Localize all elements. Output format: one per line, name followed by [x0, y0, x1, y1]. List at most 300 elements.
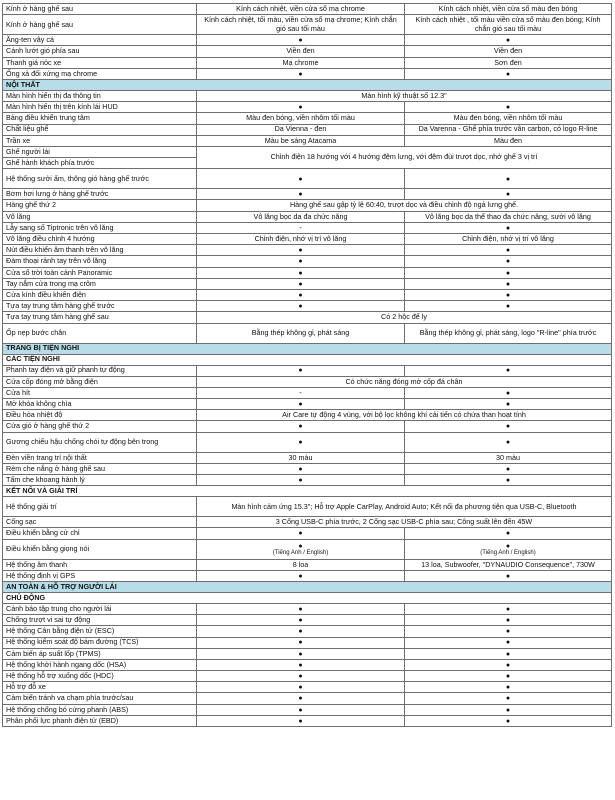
variant-1-value-cell	[197, 463, 405, 474]
variant-1-value-cell	[197, 365, 405, 376]
spec-row	[3, 399, 612, 410]
equipped-dot-icon: ●	[298, 661, 303, 669]
spec-row	[3, 570, 612, 581]
spec-row	[3, 4, 612, 15]
variant-1-value-cell	[197, 278, 405, 289]
spec-row	[3, 256, 612, 267]
value-text: 30 màu	[496, 452, 520, 462]
value-text: Màu be sáng Atacama	[264, 135, 337, 145]
equipped-dot-icon: ●	[505, 542, 511, 550]
variant-1-value-cell	[197, 113, 405, 124]
variant-1-value-cell	[197, 135, 405, 146]
feature-label-dieu-khien-bang-cu-chi: Điều khiển bằng cử chỉ	[3, 528, 197, 539]
equipped-dot-icon: ●	[505, 423, 511, 431]
section-header-row	[3, 581, 612, 592]
spec-row	[3, 704, 612, 715]
equipped-dot-icon: ●	[298, 572, 303, 580]
variant-1-value-cell	[197, 256, 405, 267]
variant-1-value-cell	[197, 57, 405, 68]
feature-label-thanh-gia-noc-xe: Thanh giá nóc xe	[3, 57, 197, 68]
variant-1-value-cell	[197, 124, 405, 135]
feature-label-ang-ten-vay-ca: Ăng-ten vây cá	[3, 35, 197, 46]
value-text: 13 loa, Subwoofer, "DYNAUDIO Consequence", 730W	[421, 559, 595, 569]
equipped-dot-icon: ●	[505, 605, 511, 613]
value-text: Chỉnh điện, nhớ vị trí vô lăng	[254, 233, 347, 243]
section-title-trang-bi-tien-nghi: TRANG BỊ TIỆN NGHI	[3, 343, 612, 354]
variant-2-value-cell	[405, 15, 612, 35]
variant-1-value-cell	[197, 189, 405, 200]
spec-row	[3, 421, 612, 432]
feature-label-dieu-khien-bang-giong-noi: Điều khiển bằng giọng nói	[3, 539, 197, 559]
variant-1-value-cell	[197, 222, 405, 233]
variant-1-value-cell	[197, 234, 405, 245]
shared-value-cell: Màn hình kỹ thuật số 12.3"	[197, 90, 612, 101]
equipped-dot-icon: ●	[298, 542, 303, 550]
equipped-dot-icon: ●	[505, 175, 511, 183]
equipped-dot-icon: ●	[298, 650, 303, 658]
shared-value-cell: Hàng ghế sau gập tỷ lệ 60:40, trượt dọc và điều chỉnh độ ngả lưng ghế.	[197, 200, 612, 211]
variant-1-value-cell	[197, 15, 405, 35]
feature-label-cong-sac: Cổng sạc	[3, 517, 197, 528]
equipped-dot-icon: ●	[505, 258, 511, 266]
variant-1-value-cell	[197, 559, 405, 570]
feature-label-nut-dieu-khien-am-thanh-tren-vo-lang: Nút điều khiển âm thanh trên vô lăng	[3, 245, 197, 256]
equipped-dot-icon: ●	[298, 605, 303, 613]
subsection-header-row	[3, 486, 612, 497]
not-equipped-dash: -	[299, 387, 302, 397]
value-text: Chỉnh điện, nhớ vị trí vô lăng	[462, 233, 554, 243]
variant-2-value-cell	[405, 4, 612, 15]
variant-2-value-cell	[405, 659, 612, 670]
feature-label-dieu-hoa-nhiet-do: Điều hòa nhiệt độ	[3, 410, 197, 421]
equipped-dot-icon: ●	[298, 401, 303, 409]
value-text: 8 loa	[292, 559, 309, 569]
equipped-dot-icon: ●	[505, 650, 511, 658]
variant-2-value-cell	[405, 365, 612, 376]
value-text: Màu đen bóng, viền nhôm tối màu	[453, 113, 563, 123]
equipped-dot-icon: ●	[505, 465, 511, 473]
variant-1-value-cell	[197, 452, 405, 463]
feature-label-ghe-nguoi-lai: Ghế người lái	[3, 146, 197, 157]
spec-row	[3, 659, 612, 670]
variant-1-value-cell	[197, 539, 405, 559]
feature-label-man-hinh-hien-thi-tren-kinh-lai-hud: Màn hình hiển thị trên kính lái HUD	[3, 102, 197, 113]
equipped-dot-icon: ●	[298, 673, 303, 681]
value-text: Vô lăng bọc da đa chức năng	[253, 211, 348, 221]
section-header-row	[3, 343, 612, 354]
equipped-dot-icon: ●	[298, 37, 303, 45]
feature-label-dam-thoai-ranh-tay-tren-vo-lang: Đàm thoại rảnh tay trên vô lăng	[3, 256, 197, 267]
section-header-row	[3, 79, 612, 90]
spec-row	[3, 671, 612, 682]
equipped-dot-icon: ●	[505, 673, 511, 681]
variant-2-value-cell	[405, 452, 612, 463]
feature-label-cua-hit: Cửa hít	[3, 387, 197, 398]
variant-2-value-cell	[405, 124, 612, 135]
value-text: Màu đen bóng, viền nhôm tối màu	[246, 113, 355, 123]
spec-row	[3, 102, 612, 113]
value-text: Viền đen	[286, 46, 315, 56]
equipped-dot-icon: ●	[505, 37, 511, 45]
spec-row	[3, 539, 612, 559]
equipped-dot-icon: ●	[298, 247, 303, 255]
variant-2-value-cell	[405, 222, 612, 233]
language-note: (Tiếng Anh / English)	[480, 549, 536, 556]
equipped-dot-icon: ●	[298, 438, 303, 446]
equipped-dot-icon: ●	[505, 191, 511, 199]
equipped-dot-icon: ●	[298, 367, 303, 375]
spec-row	[3, 124, 612, 135]
feature-label-cam-bien-ap-suat-lop-tpms: Cảm biến áp suất lốp (TPMS)	[3, 648, 197, 659]
variant-1-value-cell	[197, 4, 405, 15]
variant-2-value-cell	[405, 256, 612, 267]
variant-2-value-cell	[405, 245, 612, 256]
spec-row	[3, 463, 612, 474]
equipped-dot-icon: ●	[298, 706, 303, 714]
variant-1-value-cell	[197, 637, 405, 648]
equipped-dot-icon: ●	[505, 70, 511, 78]
spec-row	[3, 46, 612, 57]
feature-label-he-thong-am-thanh: Hệ thống âm thanh	[3, 559, 197, 570]
value-text: Da Varenna - Ghế phía trước vân carbon, có logo R-line	[418, 124, 598, 134]
variant-2-value-cell	[405, 648, 612, 659]
variant-1-value-cell	[197, 421, 405, 432]
feature-label-he-thong-can-bang-dien-tu-esc: Hệ thống Cân bằng điện tử (ESC)	[3, 626, 197, 637]
value-text: Bằng thép không gỉ, phát sáng	[251, 327, 350, 337]
spec-row	[3, 301, 612, 312]
variant-2-value-cell	[405, 289, 612, 300]
equipped-dot-icon: ●	[298, 280, 303, 288]
feature-label-ho-tro-do-xe: Hỗ trợ đỗ xe	[3, 682, 197, 693]
variant-1-value-cell	[197, 671, 405, 682]
feature-label-he-thong-kiem-soat-do-bam-duong-tcs: Hệ thống kiểm soát độ bám đường (TCS)	[3, 637, 197, 648]
equipped-dot-icon: ●	[298, 465, 303, 473]
spec-row	[3, 189, 612, 200]
spec-row	[3, 637, 612, 648]
spec-row	[3, 475, 612, 486]
variant-2-value-cell	[405, 301, 612, 312]
feature-label-ghe-hanh-khach-phia-truoc: Ghế hành khách phía trước	[3, 158, 197, 169]
value-text: 30 màu	[288, 452, 313, 462]
spec-row	[3, 682, 612, 693]
feature-label-phan-phoi-luc-phanh-dien-tu-ebd: Phân phối lực phanh điện tử (EBD)	[3, 715, 197, 726]
variant-1-value-cell	[197, 169, 405, 189]
equipped-dot-icon: ●	[298, 258, 303, 266]
variant-1-value-cell	[197, 289, 405, 300]
not-equipped-dash: -	[299, 222, 302, 232]
feature-label-tran-xe: Trần xe	[3, 135, 197, 146]
equipped-dot-icon: ●	[298, 191, 303, 199]
variant-1-value-cell	[197, 399, 405, 410]
spec-row	[3, 626, 612, 637]
equipped-dot-icon: ●	[505, 401, 511, 409]
equipped-dot-icon: ●	[505, 104, 511, 112]
feature-label-bang-dieu-khien-trung-tam: Bảng điều khiển trung tâm	[3, 113, 197, 124]
feature-label-ong-xa-doi-xung-ma-chrome: Ống xả đối xứng mạ chrome	[3, 68, 197, 79]
equipped-dot-icon: ●	[298, 70, 303, 78]
value-text: Viền đen	[493, 46, 523, 56]
feature-label-tam-che-khoang-hanh-ly: Tấm che khoang hành lý	[3, 475, 197, 486]
equipped-dot-icon: ●	[298, 291, 303, 299]
spec-row	[3, 222, 612, 233]
feature-label-cua-kinh-dieu-khien-dien: Cửa kính điều khiển điện	[3, 289, 197, 300]
value-text: Da Vienna - đen	[274, 124, 327, 134]
subsection-title-ket-noi-va-giai-tri: KẾT NỐI VÀ GIẢI TRÍ	[3, 486, 612, 497]
equipped-dot-icon: ●	[298, 617, 303, 625]
feature-label-vo-lang-dieu-chinh-4-huong: Vô lăng điều chỉnh 4 hướng	[3, 234, 197, 245]
variant-2-value-cell	[405, 704, 612, 715]
spec-row	[3, 146, 612, 157]
variant-2-value-cell	[405, 715, 612, 726]
variant-2-value-cell	[405, 539, 612, 559]
equipped-dot-icon: ●	[505, 367, 511, 375]
variant-1-value-cell	[197, 301, 405, 312]
equipped-dot-icon: ●	[298, 104, 303, 112]
value-text: Sơn đen	[494, 57, 522, 67]
equipped-dot-icon: ●	[505, 572, 511, 580]
variant-1-value-cell	[197, 615, 405, 626]
spec-row	[3, 365, 612, 376]
variant-2-value-cell	[405, 234, 612, 245]
feature-label-lay-sang-so-tiptronic-tren-vo-lang: Lẫy sang số Tiptronic trên vô lăng	[3, 222, 197, 233]
variant-2-value-cell	[405, 399, 612, 410]
feature-label-he-thong-chong-bo-cung-phanh-abs: Hệ thống chống bó cứng phanh (ABS)	[3, 704, 197, 715]
variant-1-value-cell	[197, 267, 405, 278]
variant-2-value-cell	[405, 671, 612, 682]
feature-label-cua-cop-dong-mo-bang-dien: Cửa cốp đóng mở bằng điện	[3, 376, 197, 387]
value-text: Bằng thép không gỉ, phát sáng, logo "R-line" phía trước	[419, 327, 597, 337]
feature-label-den-vien-trang-tri-noi-that: Đèn viền trang trí nội thất	[3, 452, 197, 463]
feature-label-he-thong-giai-tri: Hệ thống giải trí	[3, 497, 197, 517]
variant-2-value-cell	[405, 113, 612, 124]
equipped-dot-icon: ●	[298, 695, 303, 703]
variant-2-value-cell	[405, 35, 612, 46]
equipped-dot-icon: ●	[505, 303, 511, 311]
variant-1-value-cell	[197, 323, 405, 343]
feature-label-vo-lang: Vô lăng	[3, 211, 197, 222]
variant-1-value-cell	[197, 245, 405, 256]
variant-1-value-cell	[197, 626, 405, 637]
variant-2-value-cell	[405, 603, 612, 614]
spec-row	[3, 90, 612, 101]
equipped-dot-icon: ●	[298, 684, 303, 692]
shared-value-cell: Chỉnh điện 18 hướng với 4 hướng đệm lưng, với đệm đùi trượt dọc, nhớ ghế 3 vị trí	[197, 146, 612, 168]
variant-2-value-cell	[405, 559, 612, 570]
shared-value-cell: Có 2 hộc để ly	[197, 312, 612, 323]
variant-2-value-cell	[405, 169, 612, 189]
variant-2-value-cell	[405, 528, 612, 539]
variant-1-value-cell	[197, 432, 405, 452]
variant-1-value-cell	[197, 211, 405, 222]
spec-table-body	[3, 4, 612, 727]
spec-row	[3, 35, 612, 46]
spec-row	[3, 15, 612, 35]
spec-row	[3, 211, 612, 222]
equipped-dot-icon: ●	[505, 717, 511, 725]
equipped-dot-icon: ●	[505, 530, 511, 538]
variant-2-value-cell	[405, 102, 612, 113]
variant-2-value-cell	[405, 323, 612, 343]
spec-row	[3, 715, 612, 726]
variant-1-value-cell	[197, 102, 405, 113]
equipped-dot-icon: ●	[505, 706, 511, 714]
equipped-dot-icon: ●	[505, 247, 511, 255]
equipped-dot-icon: ●	[505, 661, 511, 669]
feature-label-tua-tay-trung-tam-hang-ghe-truoc: Tựa tay trung tâm hàng ghế trước	[3, 301, 197, 312]
equipped-dot-icon: ●	[298, 717, 303, 725]
spec-row	[3, 323, 612, 343]
spec-row	[3, 376, 612, 387]
equipped-dot-icon: ●	[298, 423, 303, 431]
equipped-dot-icon: ●	[505, 269, 511, 277]
equipped-dot-icon: ●	[298, 476, 303, 484]
variant-2-value-cell	[405, 68, 612, 79]
value-text: Kính cách nhiệt, viền cửa sổ mạ chrome	[236, 3, 365, 13]
feature-label-he-thong-suoi-am-thong-gio-hang-ghe-truo: Hệ thống sưởi ấm, thông gió hàng ghế trước	[3, 169, 197, 189]
spec-row	[3, 432, 612, 452]
variant-1-value-cell	[197, 659, 405, 670]
variant-2-value-cell	[405, 432, 612, 452]
subsection-title-chu-dong: CHỦ ĐỘNG	[3, 592, 612, 603]
equipped-dot-icon: ●	[505, 476, 511, 484]
section-title-an-toan-ho-tro-nguoi-lai: AN TOÀN & HỖ TRỢ NGƯỜI LÁI	[3, 581, 612, 592]
variant-2-value-cell	[405, 421, 612, 432]
equipped-dot-icon: ●	[505, 639, 511, 647]
variant-2-value-cell	[405, 211, 612, 222]
feature-label-chong-truot-vi-sai-tu-dong: Chống trượt vi sai tự động	[3, 615, 197, 626]
equipped-dot-icon: ●	[298, 628, 303, 636]
spec-row	[3, 603, 612, 614]
spec-row	[3, 200, 612, 211]
section-title-noi-that: NỘI THẤT	[3, 79, 612, 90]
spec-row	[3, 497, 612, 517]
equipped-dot-icon: ●	[505, 438, 511, 446]
variant-2-value-cell	[405, 682, 612, 693]
spec-row	[3, 387, 612, 398]
spec-row	[3, 278, 612, 289]
variant-1-value-cell	[197, 570, 405, 581]
variant-2-value-cell	[405, 626, 612, 637]
variant-1-value-cell	[197, 693, 405, 704]
spec-row	[3, 169, 612, 189]
spec-row	[3, 517, 612, 528]
variant-2-value-cell	[405, 189, 612, 200]
feature-label-rem-che-nang-o-hang-ghe-sau: Rèm che nắng ở hàng ghế sau	[3, 463, 197, 474]
spec-row	[3, 113, 612, 124]
variant-1-value-cell	[197, 715, 405, 726]
spec-row	[3, 693, 612, 704]
feature-label-kinh-o-hang-ghe-sau: Kính ở hàng ghế sau	[3, 4, 197, 15]
spec-row	[3, 289, 612, 300]
equipped-dot-icon: ●	[505, 617, 511, 625]
spec-sheet	[2, 3, 611, 727]
spec-row	[3, 135, 612, 146]
spec-row	[3, 559, 612, 570]
feature-label-hang-ghe-thu-2: Hàng ghế thứ 2	[3, 200, 197, 211]
feature-label-cua-gio-o-hang-ghe-thu-2: Cửa gió ở hàng ghế thứ 2	[3, 421, 197, 432]
variant-2-value-cell	[405, 387, 612, 398]
feature-label-he-thong-dinh-vi-gps: Hệ thống định vị GPS	[3, 570, 197, 581]
spec-row	[3, 68, 612, 79]
spec-row	[3, 410, 612, 421]
equipped-dot-icon: ●	[298, 639, 303, 647]
spec-row	[3, 267, 612, 278]
equipped-dot-icon: ●	[505, 695, 511, 703]
spec-row	[3, 615, 612, 626]
subsection-header-row	[3, 592, 612, 603]
spec-row	[3, 312, 612, 323]
feature-label-phanh-tay-dien-va-giu-phanh-tu-dong: Phanh tay điện và giữ phanh tự động	[3, 365, 197, 376]
feature-label-man-hinh-hien-thi-da-thong-tin: Màn hình hiển thị đa thông tin	[3, 90, 197, 101]
shared-value-cell: Có chức năng đóng mở cốp đá chân	[197, 376, 612, 387]
variant-1-value-cell	[197, 603, 405, 614]
feature-label-chat-lieu-ghe: Chất liệu ghế	[3, 124, 197, 135]
variant-2-value-cell	[405, 475, 612, 486]
variant-2-value-cell	[405, 135, 612, 146]
specification-table	[2, 3, 612, 727]
variant-1-value-cell	[197, 46, 405, 57]
variant-1-value-cell	[197, 528, 405, 539]
variant-1-value-cell	[197, 35, 405, 46]
variant-1-value-cell	[197, 682, 405, 693]
equipped-dot-icon: ●	[298, 175, 303, 183]
equipped-dot-icon: ●	[298, 269, 303, 277]
equipped-dot-icon: ●	[298, 530, 303, 538]
feature-label-guong-chieu-hau-chong-choi-tu-dong-ben-t: Gương chiếu hậu chống chói tự động bên trong	[3, 432, 197, 452]
feature-label-tay-nam-cua-trong-ma-crom: Tay nắm cửa trong mạ crôm	[3, 278, 197, 289]
subsection-header-row	[3, 354, 612, 365]
shared-value-cell: Air Care tự động 4 vùng, với bộ lọc không khí cải tiến có chứa than hoạt tính	[197, 410, 612, 421]
spec-row	[3, 648, 612, 659]
feature-label-he-thong-ho-tro-xuong-doc-hdc: Hệ thống hỗ trợ xuống dốc (HDC)	[3, 671, 197, 682]
variant-2-value-cell	[405, 637, 612, 648]
feature-label-tua-tay-trung-tam-hang-ghe-sau: Tựa tay trung tâm hàng ghế sau	[3, 312, 197, 323]
shared-value-cell: 3 Cổng USB-C phía trước, 2 Cổng sạc USB-C phía sau; Công suất lên đến 45W	[197, 517, 612, 528]
equipped-dot-icon: ●	[505, 224, 511, 232]
variant-2-value-cell	[405, 570, 612, 581]
feature-label-kinh-o-hang-ghe-sau: Kính ở hàng ghế sau	[3, 15, 197, 35]
feature-label-canh-bao-tap-trung-cho-nguoi-lai: Cảnh báo tập trung cho người lái	[3, 603, 197, 614]
variant-1-value-cell	[197, 648, 405, 659]
equipped-dot-icon: ●	[505, 280, 511, 288]
language-note: (Tiếng Anh / English)	[272, 549, 329, 556]
variant-2-value-cell	[405, 463, 612, 474]
spec-row	[3, 452, 612, 463]
feature-label-he-thong-khoi-hanh-ngang-doc-hsa: Hệ thống khởi hành ngang dốc (HSA)	[3, 659, 197, 670]
variant-2-value-cell	[405, 57, 612, 68]
equipped-dot-icon: ●	[505, 291, 511, 299]
variant-1-value-cell	[197, 475, 405, 486]
feature-label-cam-bien-tranh-va-cham-phia-truoc-sau: Cảm biến tránh va chạm phía trước/sau	[3, 693, 197, 704]
shared-value-cell: Màn hình cảm ứng 15.3"; Hỗ trợ Apple CarPlay, Android Auto; Kết nối đa phương tiện qua USB-C, Bluetooth	[197, 497, 612, 517]
subsection-title-cac-tien-nghi: CÁC TIỆN NGHI	[3, 354, 612, 365]
feature-label-op-nep-buoc-chan: Ốp nẹp bước chân	[3, 323, 197, 343]
variant-1-value-cell	[197, 68, 405, 79]
value-text: Kính cách nhiệt, viền cửa sổ màu đen bóng	[438, 3, 578, 13]
feature-label-cua-so-troi-toan-canh-panoramic: Cửa sổ trời toàn cảnh Panoramic	[3, 267, 197, 278]
value-text: Kính cách nhiệt , tối màu viền cửa sổ màu đen bóng; Kính chắn gió sau tối màu	[415, 15, 601, 33]
variant-2-value-cell	[405, 693, 612, 704]
feature-label-mo-khoa-khong-chia: Mở khóa không chìa	[3, 399, 197, 410]
feature-label-bom-hoi-lung-o-hang-ghe-truoc: Bơm hơi lưng ở hàng ghế trước	[3, 189, 197, 200]
spec-row	[3, 234, 612, 245]
feature-label-canh-luot-gio-phia-sau: Cánh lướt gió phía sau	[3, 46, 197, 57]
variant-2-value-cell	[405, 278, 612, 289]
variant-1-value-cell	[197, 704, 405, 715]
spec-row	[3, 528, 612, 539]
equipped-dot-icon: ●	[505, 628, 511, 636]
spec-row	[3, 245, 612, 256]
